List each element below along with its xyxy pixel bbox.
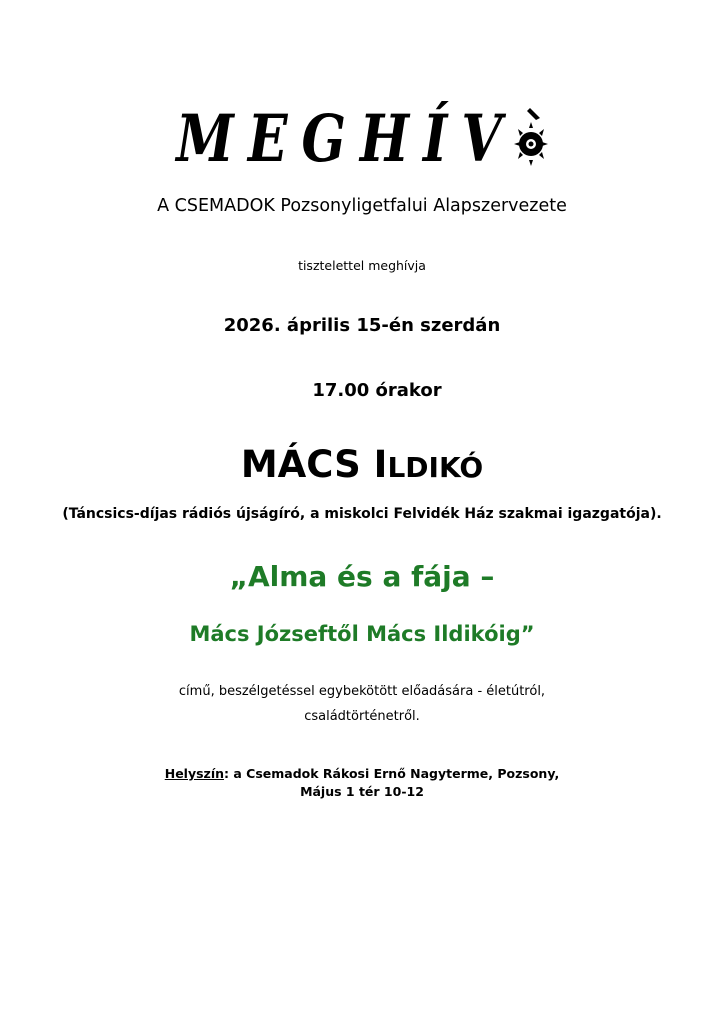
organizer-name: A CSEMADOK Pozsonyligetfalui Alapszervezete [157,196,567,216]
event-time: 17.00 órakor [312,380,442,401]
venue-address: Május 1 tér 10-12 [300,784,424,799]
format-line2: családtörténetről. [304,709,420,724]
invitation-title [0,92,724,177]
venue-label: Helyszín [164,766,225,781]
speaker-surname: MÁCS [240,443,361,486]
topic-title-line1: „Alma és a fája – [229,560,495,593]
sun-o-icon [514,106,548,168]
speaker-description: (Táncsics-díjas rádiós újságíró, a miskolci Felvidék Ház szakmai igazgatója). [62,506,662,522]
speaker-given-first: I [373,443,388,486]
speaker-given-rest: LDIKÓ [387,451,484,484]
format-line1: című, beszélgetéssel egybekötött előadására - életútról, [178,684,546,699]
title-text: MEGHÍV [176,100,516,177]
venue-text: a Csemadok Rákosi Ernő Nagyterme, Pozsony, [229,766,560,781]
speaker-name [0,443,724,486]
topic-title-line2: Mács Józseftől Mács Ildikóig” [189,622,535,646]
invites-text: tisztelettel meghívja [298,258,426,273]
venue-colon: : [224,766,230,781]
event-date: 2026. április 15-én szerdán [223,315,501,336]
venue-line [0,766,724,781]
